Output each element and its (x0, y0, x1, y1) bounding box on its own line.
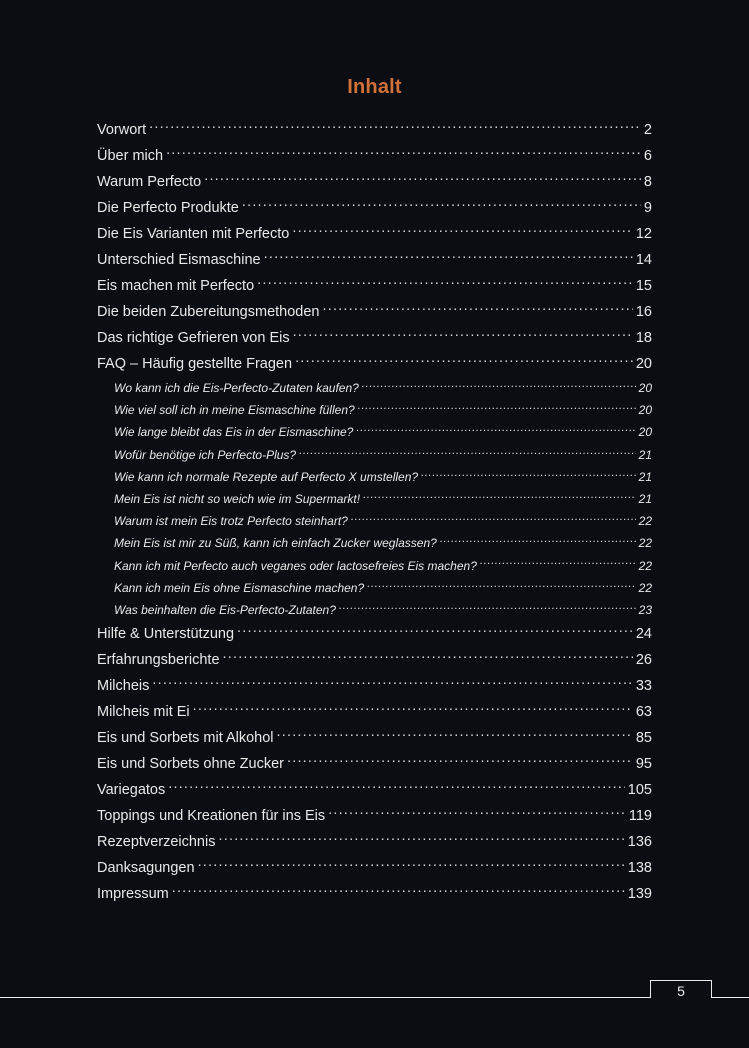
toc-entry[interactable] (97, 881, 652, 907)
toc-dot-leader (295, 351, 633, 377)
toc-dot-leader (421, 466, 636, 488)
toc-entry-page: 20 (638, 403, 652, 418)
toc-dot-leader (198, 855, 625, 881)
toc-entry-page: 139 (627, 886, 652, 903)
toc-dot-leader (193, 699, 633, 725)
toc-dot-leader (166, 143, 641, 169)
toc-entry-page: 138 (627, 860, 652, 877)
toc-entry-page: 2 (643, 122, 652, 138)
toc-entry-title: Wo kann ich die Eis-Perfecto-Zutaten kaufen? (114, 381, 359, 395)
toc-entry-page: 22 (638, 580, 652, 595)
toc-entry-page: 85 (635, 730, 652, 747)
toc-entry[interactable] (97, 143, 652, 169)
toc-entry[interactable] (97, 803, 652, 829)
toc-entry[interactable] (97, 221, 652, 247)
toc-entry-page: 22 (638, 514, 652, 529)
toc-entry[interactable] (97, 273, 652, 299)
toc-entry-title: Wie viel soll ich in meine Eismaschine füllen? (114, 403, 355, 418)
toc-entry-page: 21 (638, 491, 652, 506)
toc-entry[interactable] (97, 699, 652, 725)
toc-entry-page: 12 (635, 226, 652, 242)
toc-entry-title: Das richtige Gefrieren von Eis (97, 330, 290, 346)
toc-entry-title: Wofür benötige ich Perfecto-Plus? (114, 447, 297, 462)
toc-entry-title: Wie kann ich normale Rezepte auf Perfecto X umstellen? (114, 469, 419, 484)
toc-entry[interactable] (97, 247, 652, 273)
toc-subentry[interactable] (97, 377, 652, 399)
page-number: 5 (650, 980, 712, 998)
toc-entry-title: Eis und Sorbets ohne Zucker (97, 756, 284, 773)
toc-subentry[interactable] (97, 555, 652, 577)
toc-entry-page: 20 (635, 356, 652, 372)
toc-entry[interactable] (97, 195, 652, 221)
toc-entry-title: Eis machen mit Perfecto (97, 278, 255, 294)
toc-entry-page: 63 (635, 704, 652, 721)
toc-entry-title: Vorwort (97, 122, 147, 138)
toc-entry-page: 6 (643, 148, 652, 164)
toc-dot-leader (351, 510, 636, 532)
toc-dot-leader (152, 673, 632, 699)
toc-entry-page: 26 (635, 652, 652, 669)
toc-entry[interactable] (97, 855, 652, 881)
toc-dot-leader (237, 621, 633, 647)
toc-entry-title: Die Perfecto Produkte (97, 200, 239, 216)
toc-entry-page: 33 (635, 678, 652, 695)
toc-subentry[interactable] (97, 599, 652, 621)
toc-entry-page: 105 (627, 782, 652, 799)
toc-entry-page: 119 (628, 808, 652, 825)
toc-dot-leader (299, 444, 636, 466)
toc-entry-page: 15 (635, 278, 652, 294)
toc-dot-leader (242, 195, 641, 221)
toc-entry-page: 95 (635, 756, 652, 773)
toc-dot-leader (480, 555, 636, 577)
toc-subentry[interactable] (97, 510, 652, 532)
toc-dot-leader (204, 169, 641, 195)
toc-entry-title: Die Eis Varianten mit Perfecto (97, 226, 290, 242)
toc-entry-title: Milcheis (97, 678, 150, 695)
toc-dot-leader (287, 751, 633, 777)
toc-dot-leader (293, 325, 633, 351)
toc-entry-title: Variegatos (97, 782, 166, 799)
toc-dot-leader (328, 803, 626, 829)
toc-dot-leader (440, 532, 636, 554)
toc-entry[interactable] (97, 673, 652, 699)
toc-entry-title: Eis und Sorbets mit Alkohol (97, 730, 274, 747)
toc-entry[interactable] (97, 621, 652, 647)
toc-subentry[interactable] (97, 444, 652, 466)
toc-entry[interactable] (97, 169, 652, 195)
toc-entry-page: 8 (643, 174, 652, 190)
toc-dot-leader (168, 777, 625, 803)
toc-entry-title: Warum ist mein Eis trotz Perfecto steinhart? (114, 514, 348, 529)
toc-entry[interactable] (97, 751, 652, 777)
toc-entry[interactable] (97, 777, 652, 803)
toc-dot-leader (172, 881, 625, 907)
toc-dot-leader (367, 577, 636, 599)
toc-entry[interactable] (97, 725, 652, 751)
toc-entry[interactable] (97, 299, 652, 325)
toc-entry[interactable] (97, 647, 652, 673)
toc-entry-title: Danksagungen (97, 860, 195, 877)
toc-entry-page: 18 (635, 330, 652, 346)
toc-subentry[interactable] (97, 488, 652, 510)
toc-entry-page: 22 (638, 536, 652, 551)
toc-subentry[interactable] (97, 577, 652, 599)
toc-entry-title: Was beinhalten die Eis-Perfecto-Zutaten? (114, 602, 336, 617)
toc-entry-title: Über mich (97, 148, 164, 164)
toc-entry[interactable] (97, 351, 652, 377)
toc-entry-title: Toppings und Kreationen für ins Eis (97, 808, 326, 825)
toc-entry-title: Wie lange bleibt das Eis in der Eismaschine? (114, 425, 354, 440)
toc-dot-leader (356, 421, 635, 443)
toc-dot-leader (218, 829, 624, 855)
toc-entry-title: FAQ – Häufig gestellte Fragen (97, 356, 293, 372)
toc-entry-title: Kann ich mit Perfecto auch veganes oder lactosefreies Eis machen? (114, 558, 477, 573)
toc-entry[interactable] (97, 117, 652, 143)
toc-dot-leader (362, 377, 636, 399)
toc-dot-leader (277, 725, 633, 751)
toc-dot-leader (223, 647, 633, 673)
footer-rule (0, 997, 749, 998)
table-of-contents (97, 117, 652, 907)
toc-entry-page: 136 (627, 834, 652, 851)
toc-entry-title: Kann ich mein Eis ohne Eismaschine machen? (114, 580, 365, 595)
toc-dot-leader (264, 247, 633, 273)
toc-dot-leader (339, 599, 636, 621)
toc-entry-page: 14 (635, 252, 652, 268)
toc-entry-page: 21 (638, 469, 652, 484)
toc-entry-title: Milcheis mit Ei (97, 704, 190, 721)
toc-entry-page: 22 (638, 558, 652, 573)
toc-entry-page: 21 (638, 447, 652, 462)
toc-entry[interactable] (97, 325, 652, 351)
toc-entry[interactable] (97, 829, 652, 855)
toc-dot-leader (292, 221, 633, 247)
toc-entry-title: Unterschied Eismaschine (97, 252, 261, 268)
toc-subentry[interactable] (97, 399, 652, 421)
toc-entry-title: Hilfe & Unterstützung (97, 626, 235, 643)
toc-entry-title: Erfahrungsberichte (97, 652, 220, 669)
toc-entry-page: 16 (635, 304, 652, 320)
toc-entry-page: 9 (643, 200, 652, 216)
toc-entry-title: Warum Perfecto (97, 174, 202, 190)
toc-dot-leader (363, 488, 636, 510)
toc-entry-title: Mein Eis ist nicht so weich wie im Supermarkt! (114, 491, 361, 506)
toc-entry-page: 24 (635, 626, 652, 643)
toc-entry-title: Impressum (97, 886, 169, 903)
toc-dot-leader (257, 273, 633, 299)
toc-dot-leader (149, 117, 641, 143)
toc-entry-page: 20 (638, 381, 652, 395)
toc-entry-title: Mein Eis ist mir zu Süß, kann ich einfach Zucker weglassen? (114, 536, 437, 551)
toc-subentry[interactable] (97, 466, 652, 488)
toc-dot-leader (322, 299, 632, 325)
toc-entry-page: 23 (638, 602, 652, 617)
page-title: Inhalt (347, 76, 402, 98)
toc-subentry[interactable] (97, 421, 652, 443)
toc-dot-leader (358, 399, 636, 421)
toc-entry-page: 20 (638, 425, 652, 440)
toc-entry-title: Rezeptverzeichnis (97, 834, 216, 851)
toc-subentry[interactable] (97, 532, 652, 554)
toc-entry-title: Die beiden Zubereitungsmethoden (97, 304, 320, 320)
